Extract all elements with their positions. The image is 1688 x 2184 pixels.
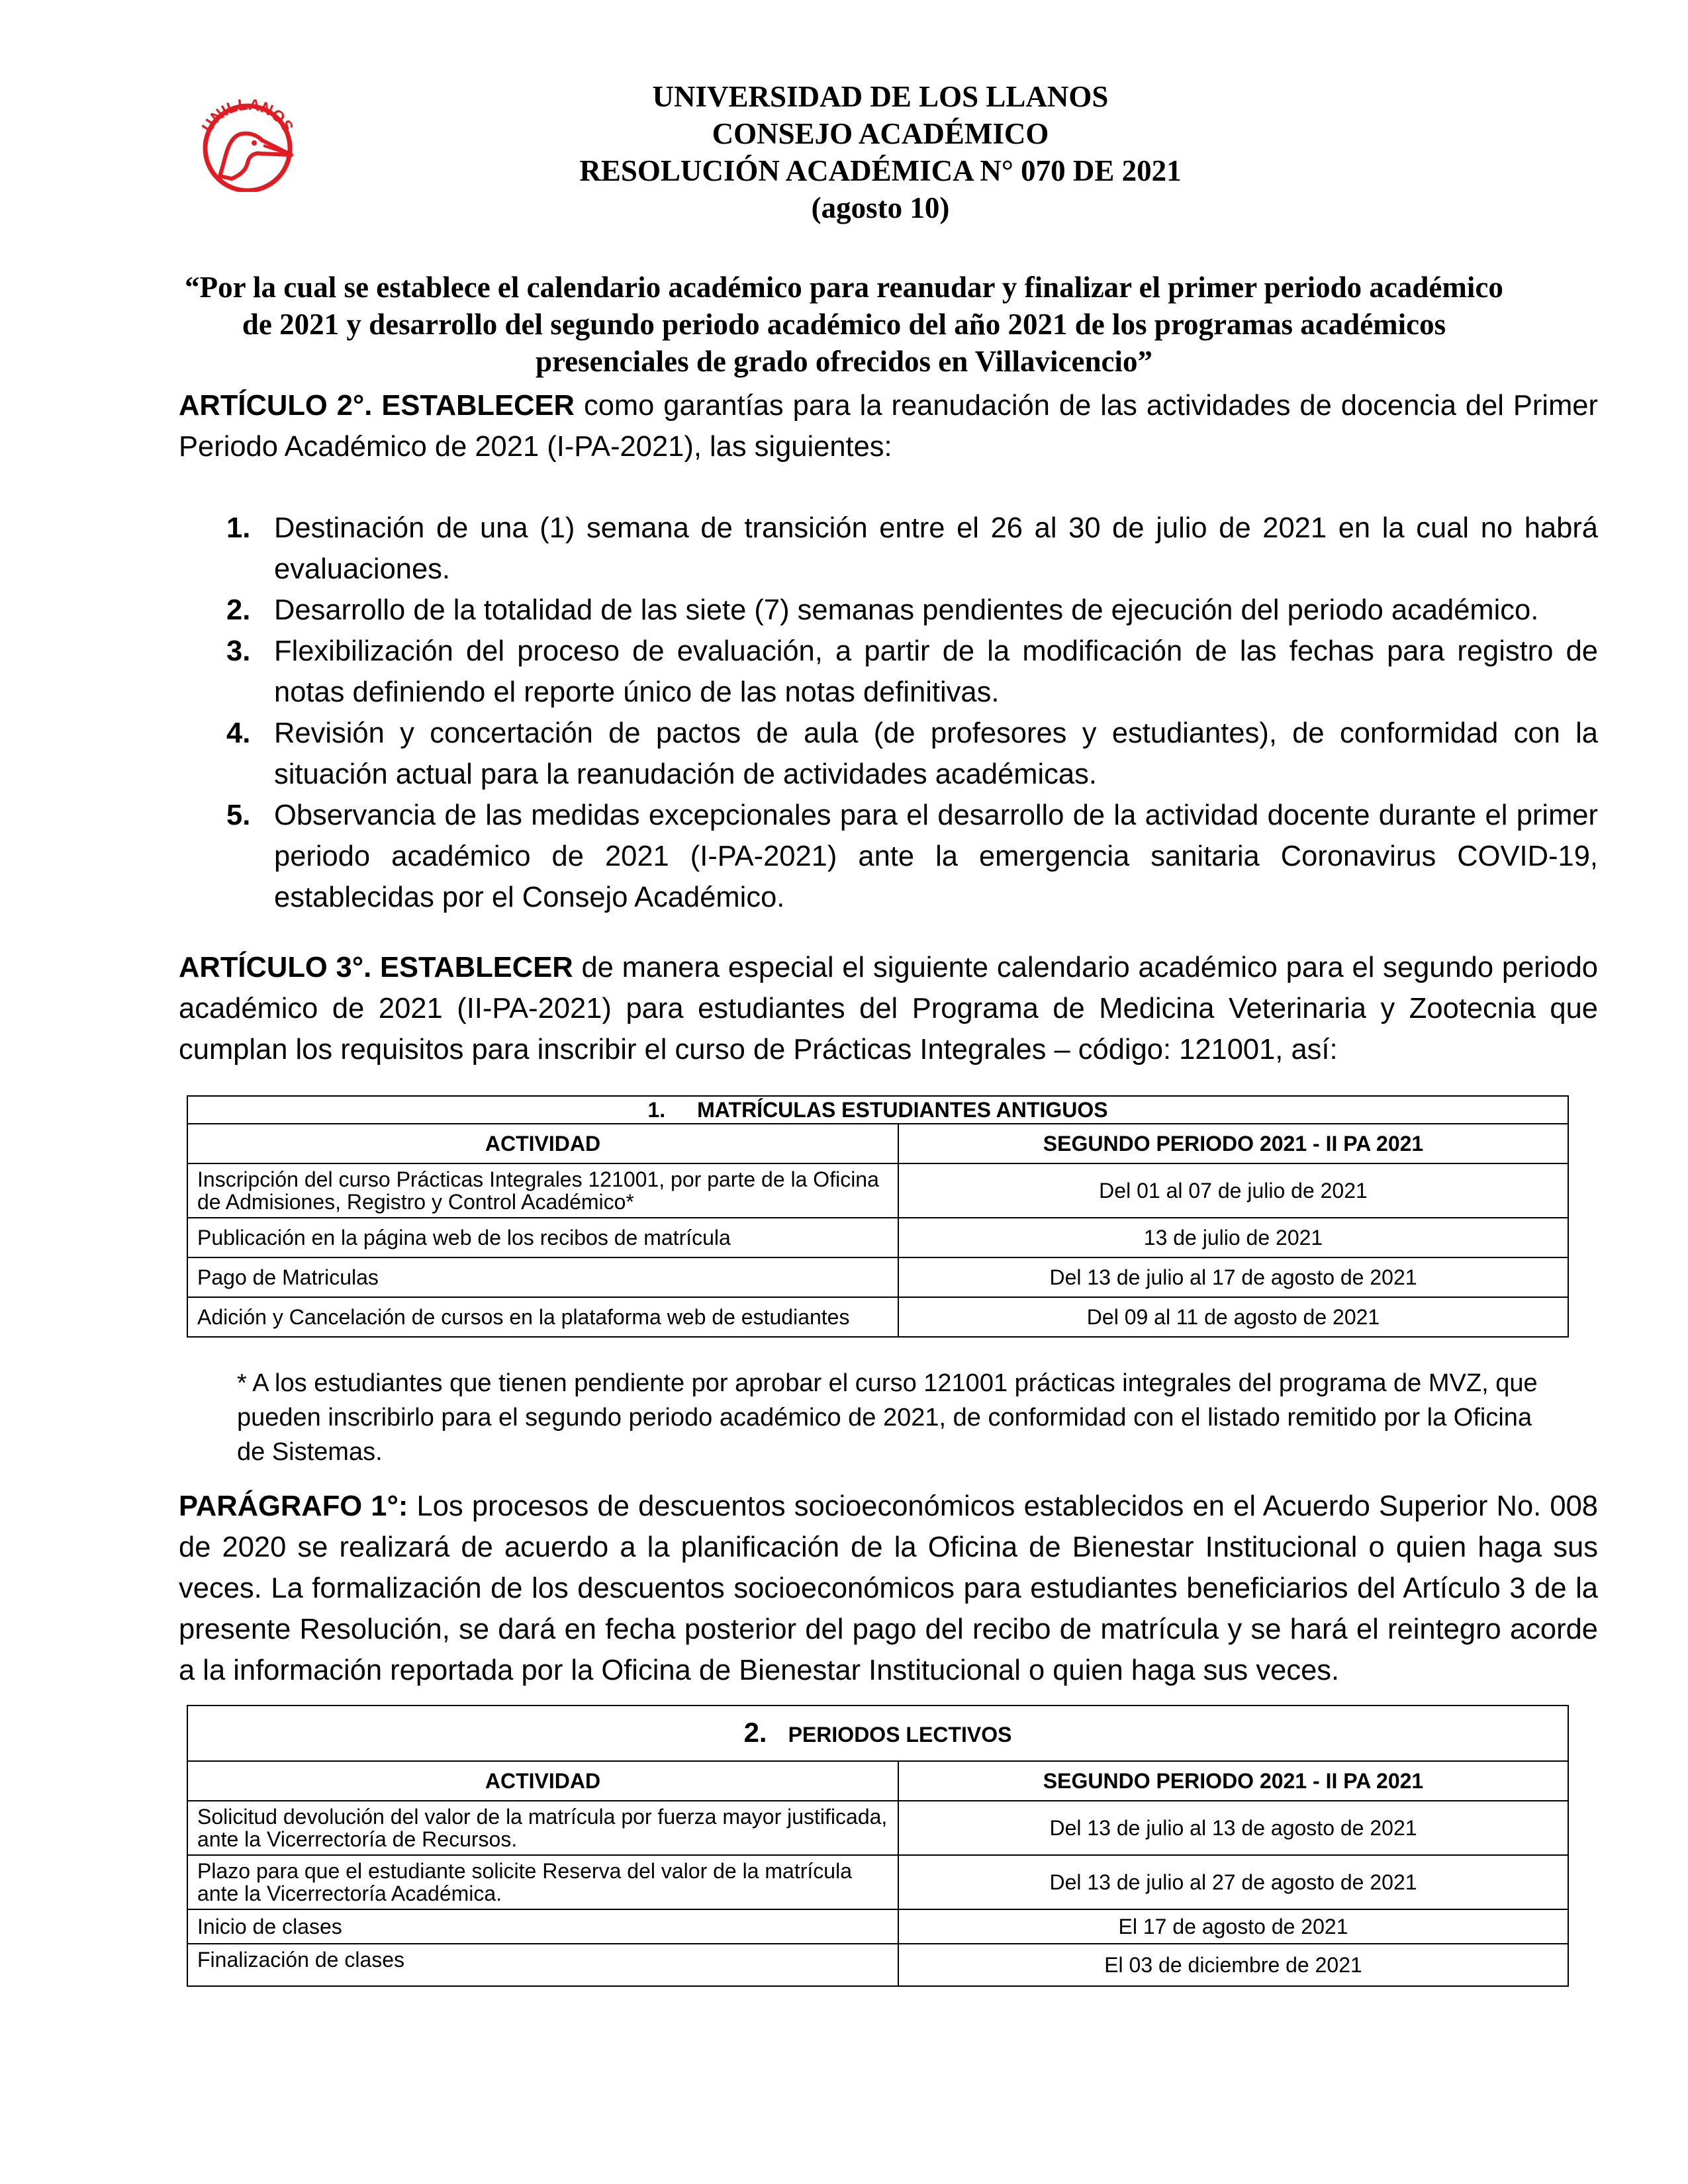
paragraph-1 xyxy=(179,1486,1598,1691)
column-header-activity: ACTIVIDAD xyxy=(187,1124,898,1163)
resolution-subject: “Por la cual se establece el calendario académico para reanudar y finalizar el primer periodo académico de 2021 y desarrollo del segundo periodo académico del año 2021 de los programas académicos presenciales de grado ofrecidos en Villavicencio” xyxy=(185,271,1503,378)
table-row xyxy=(187,1944,1568,1986)
column-header-period: SEGUNDO PERIODO 2021 - II PA 2021 xyxy=(898,1761,1568,1801)
article-2-heading: ARTÍCULO 2°. ESTABLECER xyxy=(179,390,575,422)
article-3-text: de manera especial el siguiente calendario académico para el segundo periodo académico de 2021 (II-PA-2021) para estudiantes del Programa de Medicina Veterinaria y Zootecnia que cumplan los requisitos para inscribir el curso de Prácticas Integrales – código: 121001, así: xyxy=(179,952,1598,1066)
academic-periods-table xyxy=(187,1705,1569,1987)
university-name: UNIVERSIDAD DE LOS LLANOS xyxy=(652,80,1109,113)
list-item xyxy=(218,795,1598,918)
article-2-list xyxy=(218,508,1598,918)
list-item-text: Flexibilización del proceso de evaluación, a partir de la modificación de las fechas para registro de notas definiendo el reporte único de las notas definitivas. xyxy=(274,635,1598,708)
council-name: CONSEJO ACADÉMICO xyxy=(712,117,1049,150)
table-row xyxy=(187,1297,1568,1337)
activity-cell: Pago de Matriculas xyxy=(187,1257,898,1297)
activity-cell: Finalización de clases xyxy=(187,1944,898,1986)
enrollment-table xyxy=(187,1095,1569,1338)
list-item xyxy=(218,631,1598,713)
list-number: 5. xyxy=(226,799,251,831)
table-row xyxy=(187,1855,1568,1909)
list-number: 2. xyxy=(226,594,251,626)
article-2 xyxy=(179,385,1598,467)
date-cell: Del 09 al 11 de agosto de 2021 xyxy=(898,1297,1568,1337)
activity-cell: Publicación en la página web de los recibos de matrícula xyxy=(187,1218,898,1257)
date-cell: 13 de julio de 2021 xyxy=(898,1218,1568,1257)
list-item xyxy=(218,713,1598,795)
activity-cell: Solicitud devolución del valor de la matrícula por fuerza mayor justificada, ante la Vicerrectoría de Recursos. xyxy=(187,1801,898,1855)
table-number: 2. xyxy=(743,1716,767,1748)
activity-cell: Adición y Cancelación de cursos en la plataforma web de estudiantes xyxy=(187,1297,898,1337)
table-row xyxy=(187,1257,1568,1297)
table-footnote: * A los estudiantes que tienen pendiente por aprobar el curso 121001 prácticas integrales del programa de MVZ, que pueden inscribirlo para el segundo periodo académico de 2021, de conformidad con el listado remitido por la Oficina de Sistemas. xyxy=(237,1369,1538,1466)
date-cell: El 03 de diciembre de 2021 xyxy=(898,1944,1568,1986)
list-number: 3. xyxy=(226,635,251,667)
table-row xyxy=(187,1218,1568,1257)
list-item xyxy=(218,508,1598,590)
column-header-activity: ACTIVIDAD xyxy=(187,1761,898,1801)
date-cell: El 17 de agosto de 2021 xyxy=(898,1909,1568,1944)
table-row xyxy=(187,1163,1568,1218)
article-3 xyxy=(179,947,1598,1070)
activity-cell: Inicio de clases xyxy=(187,1909,898,1944)
article-2-text: como garantías para la reanudación de las actividades de docencia del Primer Periodo Académico de 2021 (I-PA-2021), las siguientes: xyxy=(179,390,1598,463)
column-header-period: SEGUNDO PERIODO 2021 - II PA 2021 xyxy=(898,1124,1568,1163)
table-row xyxy=(187,1909,1568,1944)
date-cell: Del 13 de julio al 27 de agosto de 2021 xyxy=(898,1855,1568,1909)
table-caption xyxy=(187,1706,1568,1761)
list-item-text: Destinación de una (1) semana de transición entre el 26 al 30 de julio de 2021 en la cual no habrá evaluaciones. xyxy=(274,512,1598,585)
paragraph-1-heading: PARÁGRAFO 1°: xyxy=(179,1490,408,1522)
resolution-date: (agosto 10) xyxy=(811,191,950,224)
table-row xyxy=(187,1801,1568,1855)
list-item-text: Desarrollo de la totalidad de las siete (7) semanas pendientes de ejecución del periodo académico. xyxy=(274,594,1539,626)
document-header xyxy=(397,78,1364,226)
table-number: 1. xyxy=(647,1098,666,1122)
resolution-number: RESOLUCIÓN ACADÉMICA N° 070 DE 2021 xyxy=(579,154,1182,187)
date-cell: Del 13 de julio al 17 de agosto de 2021 xyxy=(898,1257,1568,1297)
date-cell: Del 01 al 07 de julio de 2021 xyxy=(898,1163,1568,1218)
activity-cell: Inscripción del curso Prácticas Integrales 121001, por parte de la Oficina de Admisiones, Registro y Control Académico* xyxy=(187,1163,898,1218)
list-number: 4. xyxy=(226,717,251,749)
activity-cell: Plazo para que el estudiante solicite Reserva del valor de la matrícula ante la Vicerrectoría Académica. xyxy=(187,1855,898,1909)
list-item-text: Observancia de las medidas excepcionales para el desarrollo de la actividad docente durante el primer periodo académico de 2021 (I-PA-2021) ante la emergencia sanitaria Coronavirus COVID-19, establecidas por el Consejo Académico. xyxy=(274,799,1598,913)
svg-text:UNILLANOS: UNILLANOS xyxy=(198,95,297,136)
table-title: MATRÍCULAS ESTUDIANTES ANTIGUOS xyxy=(697,1098,1108,1122)
table-title: PERIODOS LECTIVOS xyxy=(788,1722,1012,1747)
list-item xyxy=(218,590,1598,631)
list-number: 1. xyxy=(226,512,251,544)
article-3-heading: ARTÍCULO 3°. ESTABLECER xyxy=(179,952,573,983)
table-caption xyxy=(187,1096,1568,1124)
paragraph-1-text: Los procesos de descuentos socioeconómicos establecidos en el Acuerdo Superior No. 008 de 2020 se realizará de acuerdo a la planificación de la Oficina de Bienestar Institucional o quien haga sus veces. La formalización de los descuentos socioeconómicos para estudiantes beneficiarios del Artículo 3 de la presente Resolución, se dará en fecha posterior del pago del recibo de matrícula y se hará el reintegro acorde a la información reportada por la Oficina de Bienestar Institucional o quien haga sus veces. xyxy=(179,1490,1598,1686)
date-cell: Del 13 de julio al 13 de agosto de 2021 xyxy=(898,1801,1568,1855)
list-item-text: Revisión y concertación de pactos de aula (de profesores y estudiantes), de conformidad con la situación actual para la reanudación de actividades académicas. xyxy=(274,717,1598,790)
unillanos-logo xyxy=(185,94,312,192)
